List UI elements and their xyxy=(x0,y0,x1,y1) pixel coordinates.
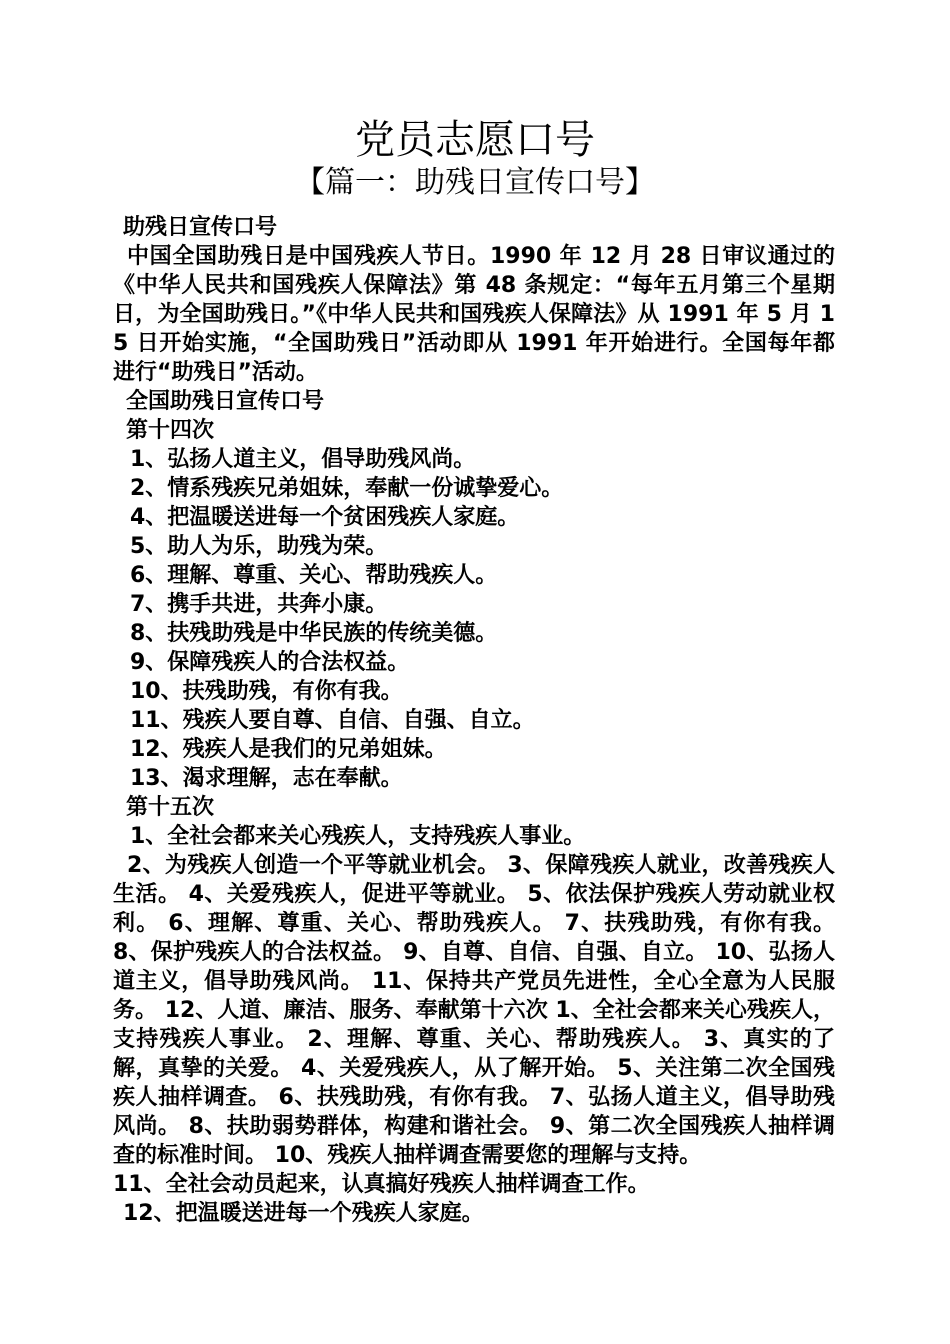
list-item: 1、全社会都来关心残疾人，支持残疾人事业。 xyxy=(130,824,586,849)
list-item: 5、助人为乐，助残为荣。 xyxy=(130,534,388,559)
list-item: 12、把温暖送进每一个残疾人家庭。 xyxy=(123,1201,484,1226)
session-14-list xyxy=(113,445,835,793)
session-15-heading: 第十五次 xyxy=(126,795,215,820)
list-item: 13、渴求理解，志在奉献。 xyxy=(130,766,403,791)
intro-paragraph: 中国全国助残日是中国残疾人节日。1990 年 12 月 28 日审议通过的《中华人民共和国残疾人保障法》第 48 条规定：“每年五月第三个星期日，为全国助残日。”《中华人民共和国残疾人保障法》从 1991 年 5 月 15 日开始实施，“全国助残日”活动即从 1991 年开始进行。全国每年都进行“助残日”活动。 xyxy=(113,244,835,385)
list-item: 2、情系残疾兄弟姐妹，奉献一份诚挚爱心。 xyxy=(130,476,564,501)
document-body xyxy=(113,213,835,1228)
list-item: 8、扶残助残是中华民族的传统美德。 xyxy=(130,621,498,646)
section-heading: 助残日宣传口号 xyxy=(123,215,278,240)
slogans-heading: 全国助残日宣传口号 xyxy=(126,389,325,414)
list-item: 4、把温暖送进每一个贫困残疾人家庭。 xyxy=(130,505,520,530)
list-item: 6、理解、尊重、关心、帮助残疾人。 xyxy=(130,563,498,588)
list-item: 10、扶残助残，有你有我。 xyxy=(130,679,403,704)
list-item: 9、保障残疾人的合法权益。 xyxy=(130,650,410,675)
document-subtitle: 【篇一：助残日宣传口号】 xyxy=(295,165,655,200)
run-on-slogans-paragraph: 2、为残疾人创造一个平等就业机会。 3、保障残疾人就业，改善残疾人生活。 4、关爱残疾人，促进平等就业。 5、依法保护残疾人劳动就业权利。 6、理解、尊重、关心、帮助残疾人。 7、扶残助残，有你有我。 8、保护残疾人的合法权益。 9、自尊、自信、自强、自立。 10、弘扬人道主义，倡导助残风尚。 11、保持共产党员先进性，全心全意为人民服务。 12、人道、廉洁、服务、奉献第十六次 1、全社会都来关心残疾人，支持残疾人事业。 2、理解、尊重、关心、帮助残疾人。 3、真实的了解，真挚的关爱。 4、关爱残疾人，从了解开始。 5、关注第二次全国残疾人抽样调查。 6、扶残助残，有你有我。 7、弘扬人道主义，倡导助残风尚。 8、扶助弱势群体，构建和谐社会。 9、第二次全国残疾人抽样调查的标准时间。 10、残疾人抽样调查需要您的理解与支持。 xyxy=(113,853,835,1168)
list-item: 12、残疾人是我们的兄弟姐妹。 xyxy=(130,737,447,762)
list-item: 1、弘扬人道主义，倡导助残风尚。 xyxy=(130,447,476,472)
list-item: 11、残疾人要自尊、自信、自强、自立。 xyxy=(130,708,535,733)
list-item: 7、携手共进，共奔小康。 xyxy=(130,592,388,617)
document-title: 党员志愿口号 xyxy=(355,117,595,163)
list-item: 11、全社会动员起来，认真搞好残疾人抽样调查工作。 xyxy=(113,1172,650,1197)
session-14-heading: 第十四次 xyxy=(126,418,215,443)
